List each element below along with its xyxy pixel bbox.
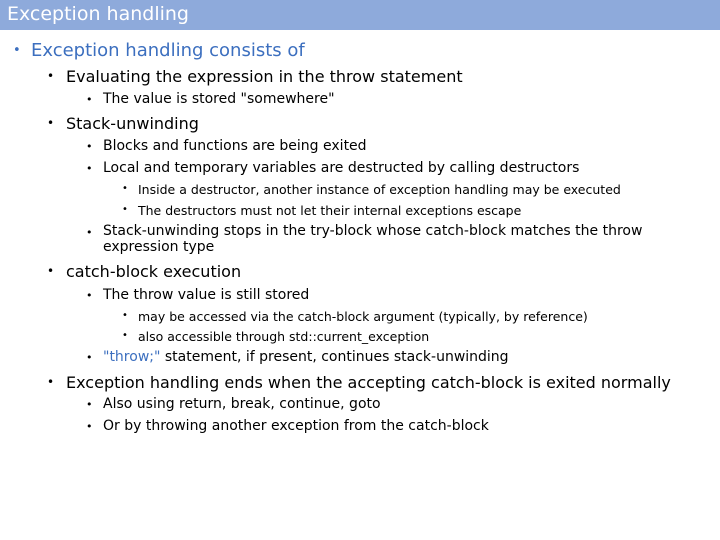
bullet-dot: • xyxy=(86,162,93,175)
bullet-or-throwing xyxy=(86,418,489,434)
bullet-text: The value is stored "somewhere" xyxy=(103,91,335,107)
bullet-dot: • xyxy=(122,204,128,215)
throw-keyword: "throw;" xyxy=(103,349,161,365)
bullet-throw-value-stored xyxy=(86,287,310,303)
bullet-text: Exception handling consists of xyxy=(31,40,305,61)
bullet-unwinding-stops xyxy=(86,223,663,255)
bullet-dot: • xyxy=(86,398,93,411)
bullet-text: may be accessed via the catch-block argument (typically, by reference) xyxy=(138,309,588,324)
bullet-main xyxy=(13,40,305,61)
bullet-dot: • xyxy=(122,310,128,321)
bullet-text: Evaluating the expression in the throw statement xyxy=(66,67,463,86)
bullet-text: Or by throwing another exception from the catch-block xyxy=(103,418,489,434)
bullet-handling-ends xyxy=(47,373,671,392)
bullet-text: also accessible through std::current_exception xyxy=(138,329,430,344)
bullet-text: Stack-unwinding xyxy=(66,114,199,133)
bullet-may-be-accessed xyxy=(122,309,588,324)
bullet-value-stored xyxy=(86,91,335,107)
bullet-dot: • xyxy=(47,264,55,278)
bullet-text: Also using return, break, continue, goto xyxy=(103,396,381,412)
bullet-text: catch-block execution xyxy=(66,262,242,281)
bullet-also-accessible xyxy=(122,329,430,344)
bullet-dot: • xyxy=(47,375,55,389)
slide-title: Exception handling xyxy=(7,3,189,25)
bullet-text: Local and temporary variables are destructed by calling destructors xyxy=(103,160,580,176)
bullet-throw-statement xyxy=(86,349,509,365)
bullet-text: Inside a destructor, another instance of exception handling may be executed xyxy=(138,182,621,197)
bullet-dot: • xyxy=(86,93,93,106)
bullet-dot: • xyxy=(47,69,55,83)
bullet-text: The destructors must not let their internal exceptions escape xyxy=(138,203,522,218)
bullet-text: Exception handling ends when the accepting catch-block is exited normally xyxy=(66,373,671,392)
bullet-text: The throw value is still stored xyxy=(103,287,310,303)
bullet-dot: • xyxy=(86,289,93,302)
bullet-dot: • xyxy=(13,43,21,58)
bullet-text: Blocks and functions are being exited xyxy=(103,138,367,154)
bullet-local-vars xyxy=(86,160,580,176)
bullet-dot: • xyxy=(122,183,128,194)
bullet-dot: • xyxy=(86,420,93,433)
bullet-catch-exec xyxy=(47,262,242,281)
bullet-dot: • xyxy=(122,330,128,341)
bullet-stack-unwinding xyxy=(47,114,199,133)
bullet-inside-destructor xyxy=(122,182,621,197)
bullet-evaluating xyxy=(47,67,463,86)
bullet-text: Stack-unwinding stops in the try-block whose catch-block matches the throw expression type xyxy=(103,223,643,255)
bullet-also-using xyxy=(86,396,381,412)
bullet-text: statement, if present, continues stack-unwinding xyxy=(160,349,509,365)
bullet-blocks-exited xyxy=(86,138,367,154)
bullet-dot: • xyxy=(86,351,93,364)
bullet-dot: • xyxy=(86,226,93,239)
bullet-destructors-escape xyxy=(122,203,522,218)
bullet-dot: • xyxy=(47,116,55,130)
bullet-dot: • xyxy=(86,140,93,153)
